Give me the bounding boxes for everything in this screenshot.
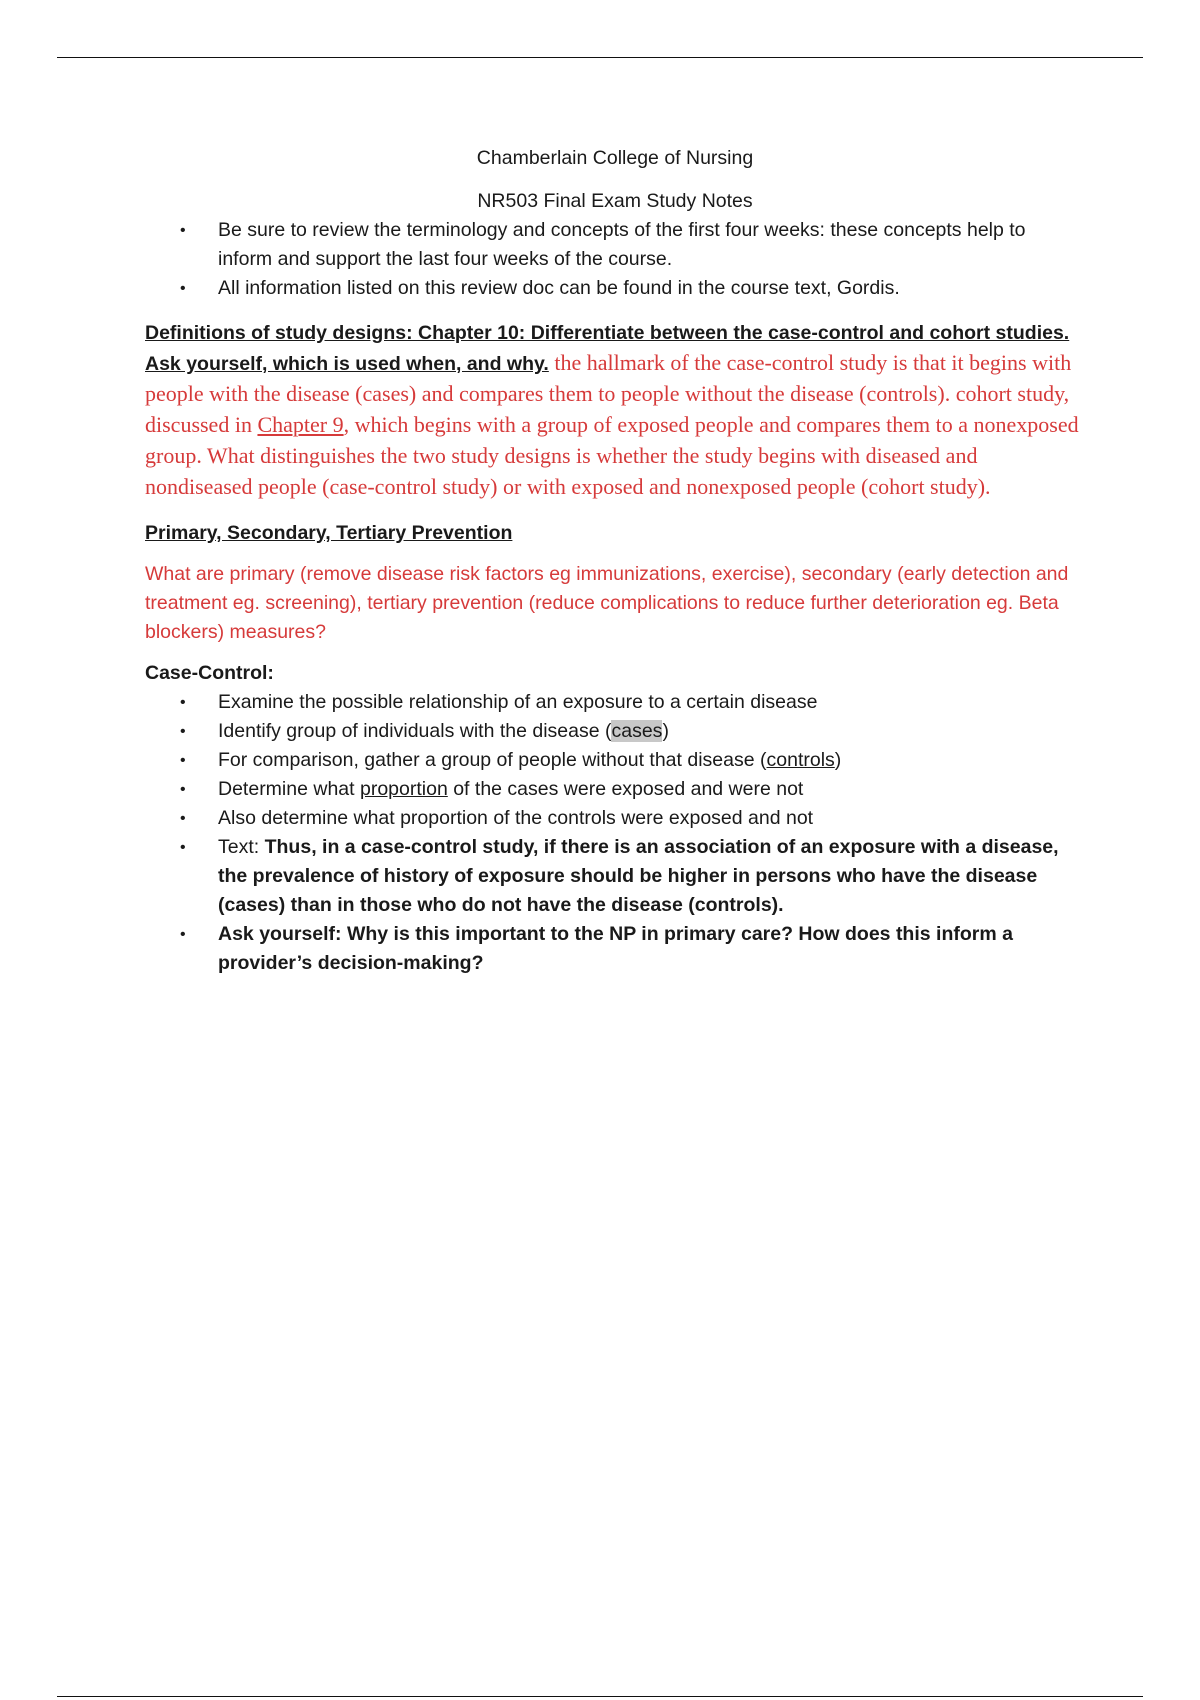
intro-bullet-text: Be sure to review the terminology and concepts of the first four weeks: these concepts help to inform and support the last four weeks of the course. <box>218 219 1026 270</box>
case-bullet-text: Also determine what proportion of the controls were exposed and not <box>218 807 814 829</box>
definitions-heading: Definitions of study designs: Chapter 10: Differentiate between the case-control and cohort studies. Ask yourself, which is used when, and why. <box>145 322 1070 375</box>
institution-title: Chamberlain College of Nursing <box>476 147 754 169</box>
highlighted-word: cases <box>611 720 663 742</box>
document-page <box>145 140 1085 978</box>
bullet-icon: • <box>180 222 186 239</box>
bullet-icon: • <box>180 926 186 943</box>
list-item <box>145 804 1085 833</box>
top-rule <box>57 57 1143 58</box>
case-bullet-bold-text: Ask yourself: Why is this important to the NP in primary care? How does this inform a provider’s decision-making? <box>218 923 1013 974</box>
underlined-word: controls <box>766 749 835 771</box>
bullet-icon: • <box>180 781 186 798</box>
definitions-section <box>145 319 1085 503</box>
intro-list <box>145 216 1085 303</box>
prevention-text: What are primary (remove disease risk factors eg immunizations, exercise), secondary (early detection and treatment eg. screening), tertiary prevention (reduce complications to reduce further deterioration eg. Beta blockers) measures? <box>145 563 1069 643</box>
document-title: NR503 Final Exam Study Notes <box>477 190 753 212</box>
list-item <box>145 216 1085 274</box>
list-item <box>145 274 1085 303</box>
prevention-heading: Primary, Secondary, Tertiary Prevention <box>145 522 513 544</box>
bullet-icon: • <box>180 810 186 827</box>
case-bullet-text: ) <box>662 720 669 742</box>
case-bullet-text: Examine the possible relationship of an exposure to a certain disease <box>218 691 818 713</box>
bullet-icon: • <box>180 723 186 740</box>
case-bullet-text: Identify group of individuals with the disease ( <box>218 720 612 742</box>
list-item <box>145 688 1085 717</box>
case-bullet-text: of the cases were exposed and were not <box>447 778 804 800</box>
case-bullet-text: Text: <box>218 836 265 858</box>
bottom-rule <box>57 1696 1143 1697</box>
bullet-icon: • <box>180 839 186 856</box>
chapter-link[interactable]: Chapter 9 <box>257 412 344 437</box>
case-control-heading: Case-Control: <box>145 662 274 684</box>
case-control-list <box>145 688 1085 978</box>
case-bullet-text: ) <box>834 749 842 771</box>
definitions-answer-text: the hallmark of the case-control study is that it begins with people with the disease (cases) and compares them to people without the disease (controls). cohort study, discussed in <box>145 350 1072 437</box>
list-item <box>145 746 1085 775</box>
list-item <box>145 717 1085 746</box>
bullet-icon: • <box>180 694 186 711</box>
bullet-icon: • <box>180 280 186 297</box>
case-bullet-text: For comparison, gather a group of people without that disease ( <box>218 749 767 771</box>
underlined-word: proportion <box>359 778 448 800</box>
list-item <box>145 775 1085 804</box>
definitions-answer-text: , which begins with a group of exposed people and compares them to a nonexposed group. What distinguishes the two study designs is whether the study begins with diseased and nondiseased people (case-control study) or with exposed and nonexposed people (cohort study). <box>145 412 1079 499</box>
intro-bullet-text: All information listed on this review doc can be found in the course text, Gordis. <box>218 277 900 299</box>
case-bullet-text: Determine what <box>218 778 360 800</box>
bullet-icon: • <box>180 752 186 769</box>
list-item <box>145 833 1085 920</box>
case-bullet-bold-text: Thus, in a case-control study, if there is an association of an exposure with a disease, the prevalence of history of exposure should be higher in persons who have the disease (cases) than in those who do not have the disease (controls). <box>218 836 1059 916</box>
list-item <box>145 920 1085 978</box>
